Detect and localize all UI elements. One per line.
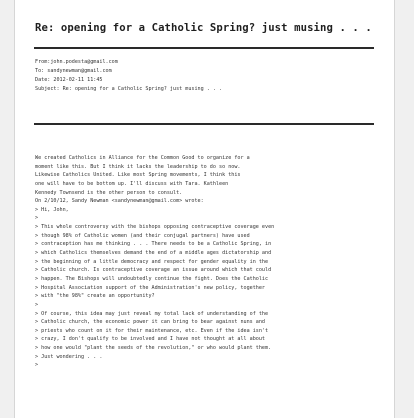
email-body-line: > with "the 98%" create an opportunity? <box>35 293 155 300</box>
email-body-line: > how one would "plant the seeds of the revolution," or who would plant them. <box>35 345 272 352</box>
title-divider <box>34 47 374 49</box>
email-body-line: > which Catholics themselves demand the end of a middle ages dictatorship and <box>35 250 272 257</box>
email-body-line: > though 98% of Catholic women (and their conjugal partners) have used <box>35 232 250 239</box>
email-body-line: > Catholic church. Is contraceptive coverage an issue around which that could <box>35 267 272 274</box>
email-body-line: > This whole controversy with the bishops opposing contraceptive coverage even <box>35 224 275 231</box>
header-subject: Subject: Re: opening for a Catholic Spring? just musing . . . <box>35 85 223 92</box>
email-body-line: On 2/10/12, Sandy Newman <sandynewman@gmail.com> wrote: <box>35 198 204 205</box>
header-from: From:john.podesta@gmail.com <box>35 59 118 65</box>
email-body-line: > <box>35 301 39 308</box>
email-body-line: Likewise Catholics United. Like most Spring movements, I think this <box>35 172 241 179</box>
header-to: To: sandynewman@gmail.com <box>35 67 112 74</box>
email-body-line: > priests who count on it for their maintenance, etc. Even if the idea isn't <box>35 327 269 334</box>
email-body <box>35 154 274 370</box>
email-body-line: > the beginning of a little democracy and respect for gender equality in the <box>35 258 269 265</box>
email-body-line: > Hi, John, <box>35 206 69 213</box>
email-body-line: We created Catholics in Alliance for the Common Good to organize for a <box>35 155 250 161</box>
email-body-line: > happen. The Bishops will undoubtedly continue the fight. Does the Catholic <box>35 275 269 282</box>
email-body-line: > Hospital Association support of the Administration's new policy, together <box>35 284 266 291</box>
header-date: Date: 2012-02-11 11:45 <box>35 76 103 83</box>
email-body-line: > Just wondering . . . <box>35 353 103 360</box>
email-subject-title: Re: opening for a Catholic Spring? just musing . . . <box>35 22 372 34</box>
email-body-line: > <box>35 362 39 369</box>
email-body-line: > Of course, this idea may just reveal my total lack of understanding of the <box>35 310 269 317</box>
email-body-line: moment like this. But I think it lacks the leadership to do so now. <box>35 163 241 170</box>
email-headers <box>35 58 222 94</box>
email-body-line: > Catholic church, the economic power it can bring to bear against nuns and <box>35 319 266 326</box>
header-divider <box>34 123 374 125</box>
email-body-line: > crazy, I don't qualify to be involved and I have not thought at all about <box>35 336 266 343</box>
email-body-line: > contraception has me thinking . . . There needs to be a Catholic Spring, in <box>35 241 272 248</box>
email-body-line: one will have to be bottom up. I'll discuss with Tara. Kathleen <box>35 180 229 187</box>
email-body-line: Kennedy Townsend is the other person to consult. <box>35 189 183 196</box>
email-document-page <box>14 0 395 418</box>
email-body-line: > <box>35 215 39 222</box>
